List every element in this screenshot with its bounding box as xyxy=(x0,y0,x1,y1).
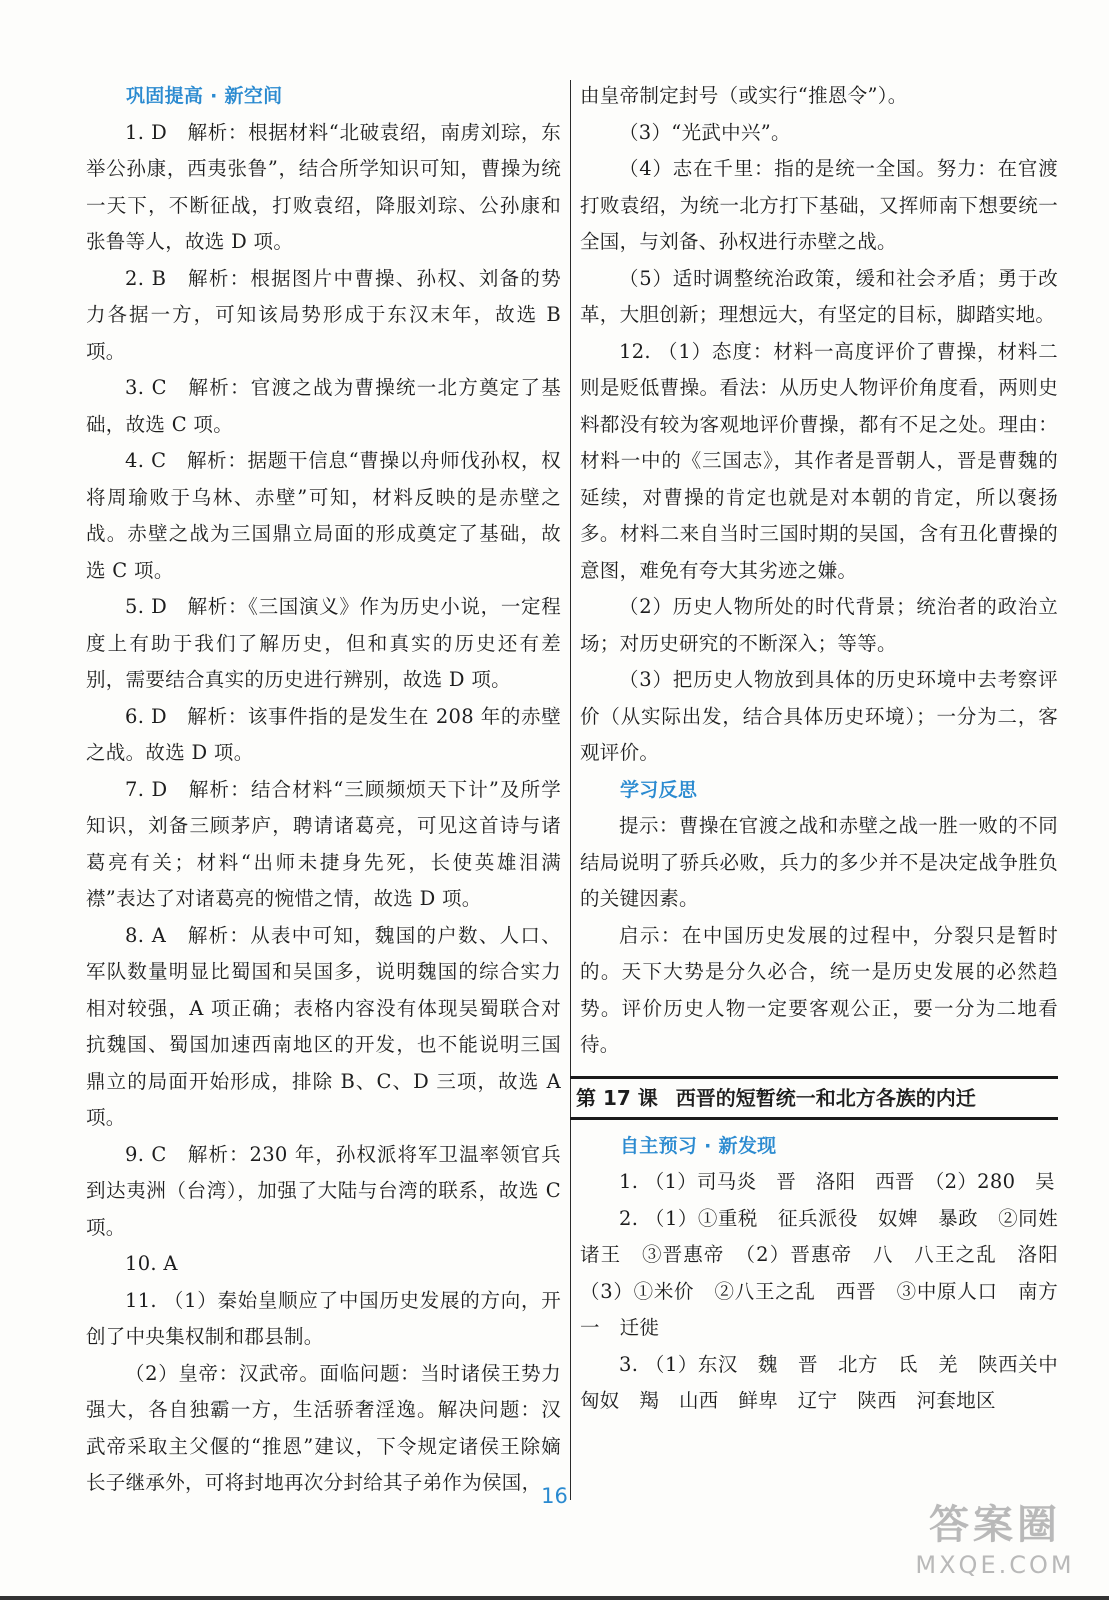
right-column xyxy=(576,78,1078,1420)
bottom-rule xyxy=(0,1596,1109,1600)
answer-paragraph: 1. D 解析：根据材料“北破袁绍，南虏刘琮，东举公孙康，西夷张鲁”，结合所学知识可知，曹操为统一天下，不断征战，打败袁绍，降服刘琮、公孙康和张鲁等人，故选 D 项。 xyxy=(86,120,561,253)
answer-paragraph: 5. D 解析：《三国演义》作为历史小说，一定程度上有助于我们了解历史，但和真实的历史还有差别，需要结合真实的历史进行辨别，故选 D 项。 xyxy=(86,595,561,691)
section-heading-consolidation: 巩固提高 · 新空间 xyxy=(126,85,283,107)
reflection-paragraph: 提示：曹操在官渡之战和赤壁之战一胜一败的不同结局说明了骄兵必败，兵力的多少并不是决定战争胜负的关键因素。 xyxy=(580,814,1058,910)
answer-paragraph: 4. C 解析：据题干信息“曹操以舟师伐孙权，权将周瑜败于乌林、赤壁”可知，材料反映的是赤壁之战。赤壁之战为三国鼎立局面的形成奠定了基础，故选 C 项。 xyxy=(86,449,561,582)
answer-paragraph: （2）历史人物所处的时代背景；统治者的政治立场；对历史研究的不断深入；等等。 xyxy=(580,595,1058,655)
column-divider xyxy=(570,80,571,1500)
answer-paragraph: （4）志在千里：指的是统一全国。努力：在官渡打败袁绍，为统一北方打下基础，又挥师南下想要统一全国，与刘备、孙权进行赤壁之战。 xyxy=(580,157,1058,253)
answer-paragraph: 12. （1）态度：材料一高度评价了曹操，材料二则是贬低曹操。看法：从历史人物评价角度看，两则史料都没有较为客观地评价曹操，都有不足之处。理由：材料一中的《三国志》，其作者是晋朝人，晋是曹魏的延续，对曹操的肯定也就是对本朝的肯定，所以褒扬多。材料二来自当时三国时期的吴国，含有丑化曹操的意图，难免有夸大其劣迹之嫌。 xyxy=(580,339,1058,582)
answer-paragraph: 3. C 解析：官渡之战为曹操统一北方奠定了基础，故选 C 项。 xyxy=(86,376,561,436)
preview-paragraph: 3. （1）东汉 魏 晋 北方 氐 羌 陕西关中 匈奴 羯 山西 鲜卑 辽宁 陕西 河套地区 xyxy=(580,1352,1078,1412)
answer-paragraph: 6. D 解析：该事件指的是发生在 208 年的赤壁之战。故选 D 项。 xyxy=(86,704,561,764)
left-column xyxy=(86,78,561,1502)
section-heading-reflection: 学习反思 xyxy=(620,778,698,801)
page-number: 16 xyxy=(541,1484,568,1508)
continuation-text: 由皇帝制定封号（或实行“推恩令”）。 xyxy=(580,84,908,107)
answer-paragraph: （5）适时调整统治政策，缓和社会矛盾；勇于改革，大胆创新；理想远大，有坚定的目标，脚踏实地。 xyxy=(580,266,1058,326)
lesson-title-bar xyxy=(570,1076,1058,1120)
answer-paragraph: （3）“光武中兴”。 xyxy=(619,120,791,144)
watermark-main: 答案圈 xyxy=(929,1502,1061,1548)
preview-paragraph: 1. （1）司马炎 晋 洛阳 西晋 （2）280 吴 xyxy=(619,1170,1055,1193)
answer-paragraph: 8. A 解析：从表中可知，魏国的户数、人口、军队数量明显比蜀国和吴国多，说明魏国的综合实力相对较强，A 项正确；表格内容没有体现吴蜀联合对抗魏国、蜀国加速西南地区的开发，也不能说明三国鼎立的局面开始形成，排除 B、C、D 三项，故选 A 项。 xyxy=(86,923,561,1129)
watermark-sub: MXQE.COM xyxy=(915,1551,1075,1579)
preview-paragraph: 2. （1）①重税 征兵派役 奴婢 暴政 ②同姓诸王 ③晋惠帝 （2）晋惠帝 八 八王之乱 洛阳 （3）①米价 ②八王之乱 西晋 ③中原人口 南方 一 迁徙 xyxy=(580,1206,1078,1339)
answer-paragraph: 9. C 解析：230 年，孙权派将军卫温率领官兵到达夷洲（台湾），加强了大陆与台湾的联系，故选 C 项。 xyxy=(86,1142,561,1239)
lesson-title: 西晋的短暂统一和北方各族的内迁 xyxy=(675,1085,976,1110)
answer-paragraph: 2. B 解析：根据图片中曹操、孙权、刘备的势力各据一方，可知该局势形成于东汉末年，故选 B 项。 xyxy=(86,266,561,363)
answer-paragraph: 7. D 解析：结合材料“三顾频烦天下计”及所学知识，刘备三顾茅庐，聘请诸葛亮，可见这首诗与诸葛亮有关；材料“出师未捷身先死，长使英雄泪满襟”表达了对诸葛亮的惋惜之情，故选 D 项。 xyxy=(86,777,561,910)
watermark-logo xyxy=(890,1500,1100,1595)
lesson-number: 第 17 课 xyxy=(576,1085,658,1110)
answer-paragraph: 10. A xyxy=(125,1252,178,1275)
reflection-paragraph: 启示：在中国历史发展的过程中，分裂只是暂时的。天下大势是分久必合，统一是历史发展的必然趋势。评价历史人物一定要客观公正，要一分为二地看待。 xyxy=(580,923,1058,1056)
answer-paragraph: （3）把历史人物放到具体的历史环境中去考察评价（从实际出发，结合具体历史环境）；一分为二，客观评价。 xyxy=(580,668,1058,764)
section-heading-preview: 自主预习 · 新发现 xyxy=(620,1134,777,1157)
answer-paragraph: 11. （1）秦始皇顺应了中国历史发展的方向，开创了中央集权制和郡县制。 xyxy=(86,1288,561,1348)
answer-paragraph: （2）皇帝：汉武帝。面临问题：当时诸侯王势力强大，各自独霸一方，生活骄奢淫逸。解决问题：汉武帝采取主父偃的“推恩”建议，下令规定诸侯王除嫡长子继承外，可将封地再次分封给其子弟作为侯国， xyxy=(86,1361,561,1494)
